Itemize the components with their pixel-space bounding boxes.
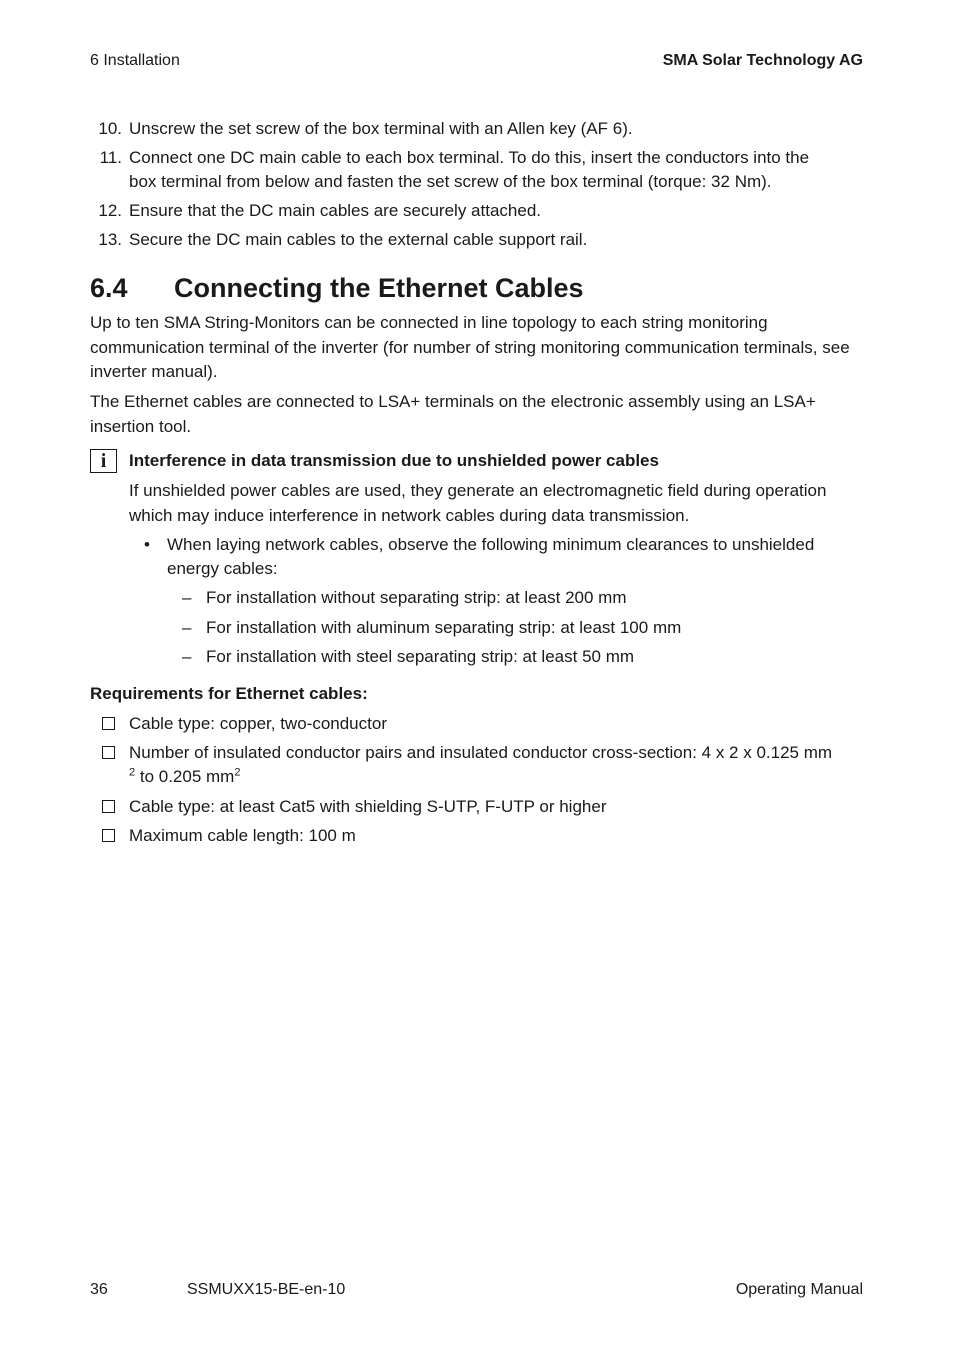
header-company: SMA Solar Technology AG (662, 52, 863, 69)
bullet-text: When laying network cables, observe the following minimum clearances to unshielded energy cables: (167, 535, 815, 578)
requirement-text (129, 741, 872, 789)
clearance-text: For installation with steel separating strip: at least 50 mm (206, 647, 635, 666)
clearance-item (182, 586, 872, 610)
superscript: 2 (129, 766, 136, 779)
intro-paragraph: Up to ten SMA String-Monitors can be connected in line topology to each string monitoring communication terminal of the inverter (for number of string monitoring communication terminals, see inverter manual). (90, 313, 850, 381)
section-number: 6.4 (90, 273, 128, 303)
section-title: Connecting the Ethernet Cables (174, 273, 584, 303)
note-bullet (144, 533, 864, 581)
requirement-text-tail: to 0.205 mm (135, 767, 235, 786)
requirement-text: Cable type: at least Cat5 with shielding S-UTP, F-UTP or higher (129, 797, 607, 816)
requirement-text: Maximum cable length: 100 m (129, 826, 356, 845)
requirement-item (102, 712, 872, 736)
step-number: 13. (98, 230, 122, 249)
checkbox-icon (102, 746, 115, 759)
step-number: 12. (98, 201, 122, 220)
dash-marker: – (182, 588, 192, 607)
step-number: 10. (98, 119, 122, 138)
info-icon: i (90, 449, 117, 473)
footer-page-number: 36 (90, 1281, 108, 1298)
requirement-item (102, 824, 872, 848)
dash-marker: – (182, 647, 192, 666)
step-text: Secure the DC main cables to the external cable support rail. (129, 230, 588, 249)
requirement-item (102, 741, 872, 789)
checkbox-icon (102, 829, 115, 842)
footer-doc-type: Operating Manual (735, 1281, 863, 1298)
requirement-item (102, 795, 872, 819)
checkbox-icon (102, 717, 115, 730)
section-heading (90, 270, 584, 306)
superscript: 2 (234, 766, 241, 779)
checkbox-icon (102, 800, 115, 813)
dash-marker: – (182, 618, 192, 637)
step-text: Unscrew the set screw of the box terminal with an Allen key (AF 6). (129, 119, 633, 138)
step-text: Ensure that the DC main cables are securely attached. (129, 201, 541, 220)
requirement-text: Cable type: copper, two-conductor (129, 714, 387, 733)
clearance-text: For installation with aluminum separating strip: at least 100 mm (206, 618, 682, 637)
footer-doc-id: SSMUXX15-BE-en-10 (187, 1281, 346, 1298)
step-item (90, 228, 870, 252)
requirement-text-main: Number of insulated conductor pairs and insulated conductor cross-section: 4 x 2 x 0.125 mm (129, 743, 833, 762)
clearance-item (182, 616, 872, 640)
bullet-marker: • (144, 535, 150, 554)
cable-paragraph: The Ethernet cables are connected to LSA+ terminals on the electronic assembly using an LSA+ insertion tool. (90, 392, 816, 436)
requirements-title: Requirements for Ethernet cables: (90, 684, 368, 703)
note-body: If unshielded power cables are used, they generate an electromagnetic field during operation which may induce interference in network cables during data transmission. (129, 481, 827, 525)
step-number: 11. (99, 148, 122, 167)
clearance-item (182, 645, 872, 669)
step-item (90, 199, 870, 223)
clearance-text: For installation without separating strip: at least 200 mm (206, 588, 627, 607)
note-title: Interference in data transmission due to unshielded power cables (129, 451, 659, 470)
step-item (90, 117, 870, 141)
header-chapter: 6 Installation (90, 52, 180, 69)
step-text: Connect one DC main cable to each box terminal. To do this, insert the conductors into the box terminal from below and fasten the set screw of the box terminal (torque: 32 Nm). (129, 148, 810, 191)
step-item (90, 146, 870, 194)
